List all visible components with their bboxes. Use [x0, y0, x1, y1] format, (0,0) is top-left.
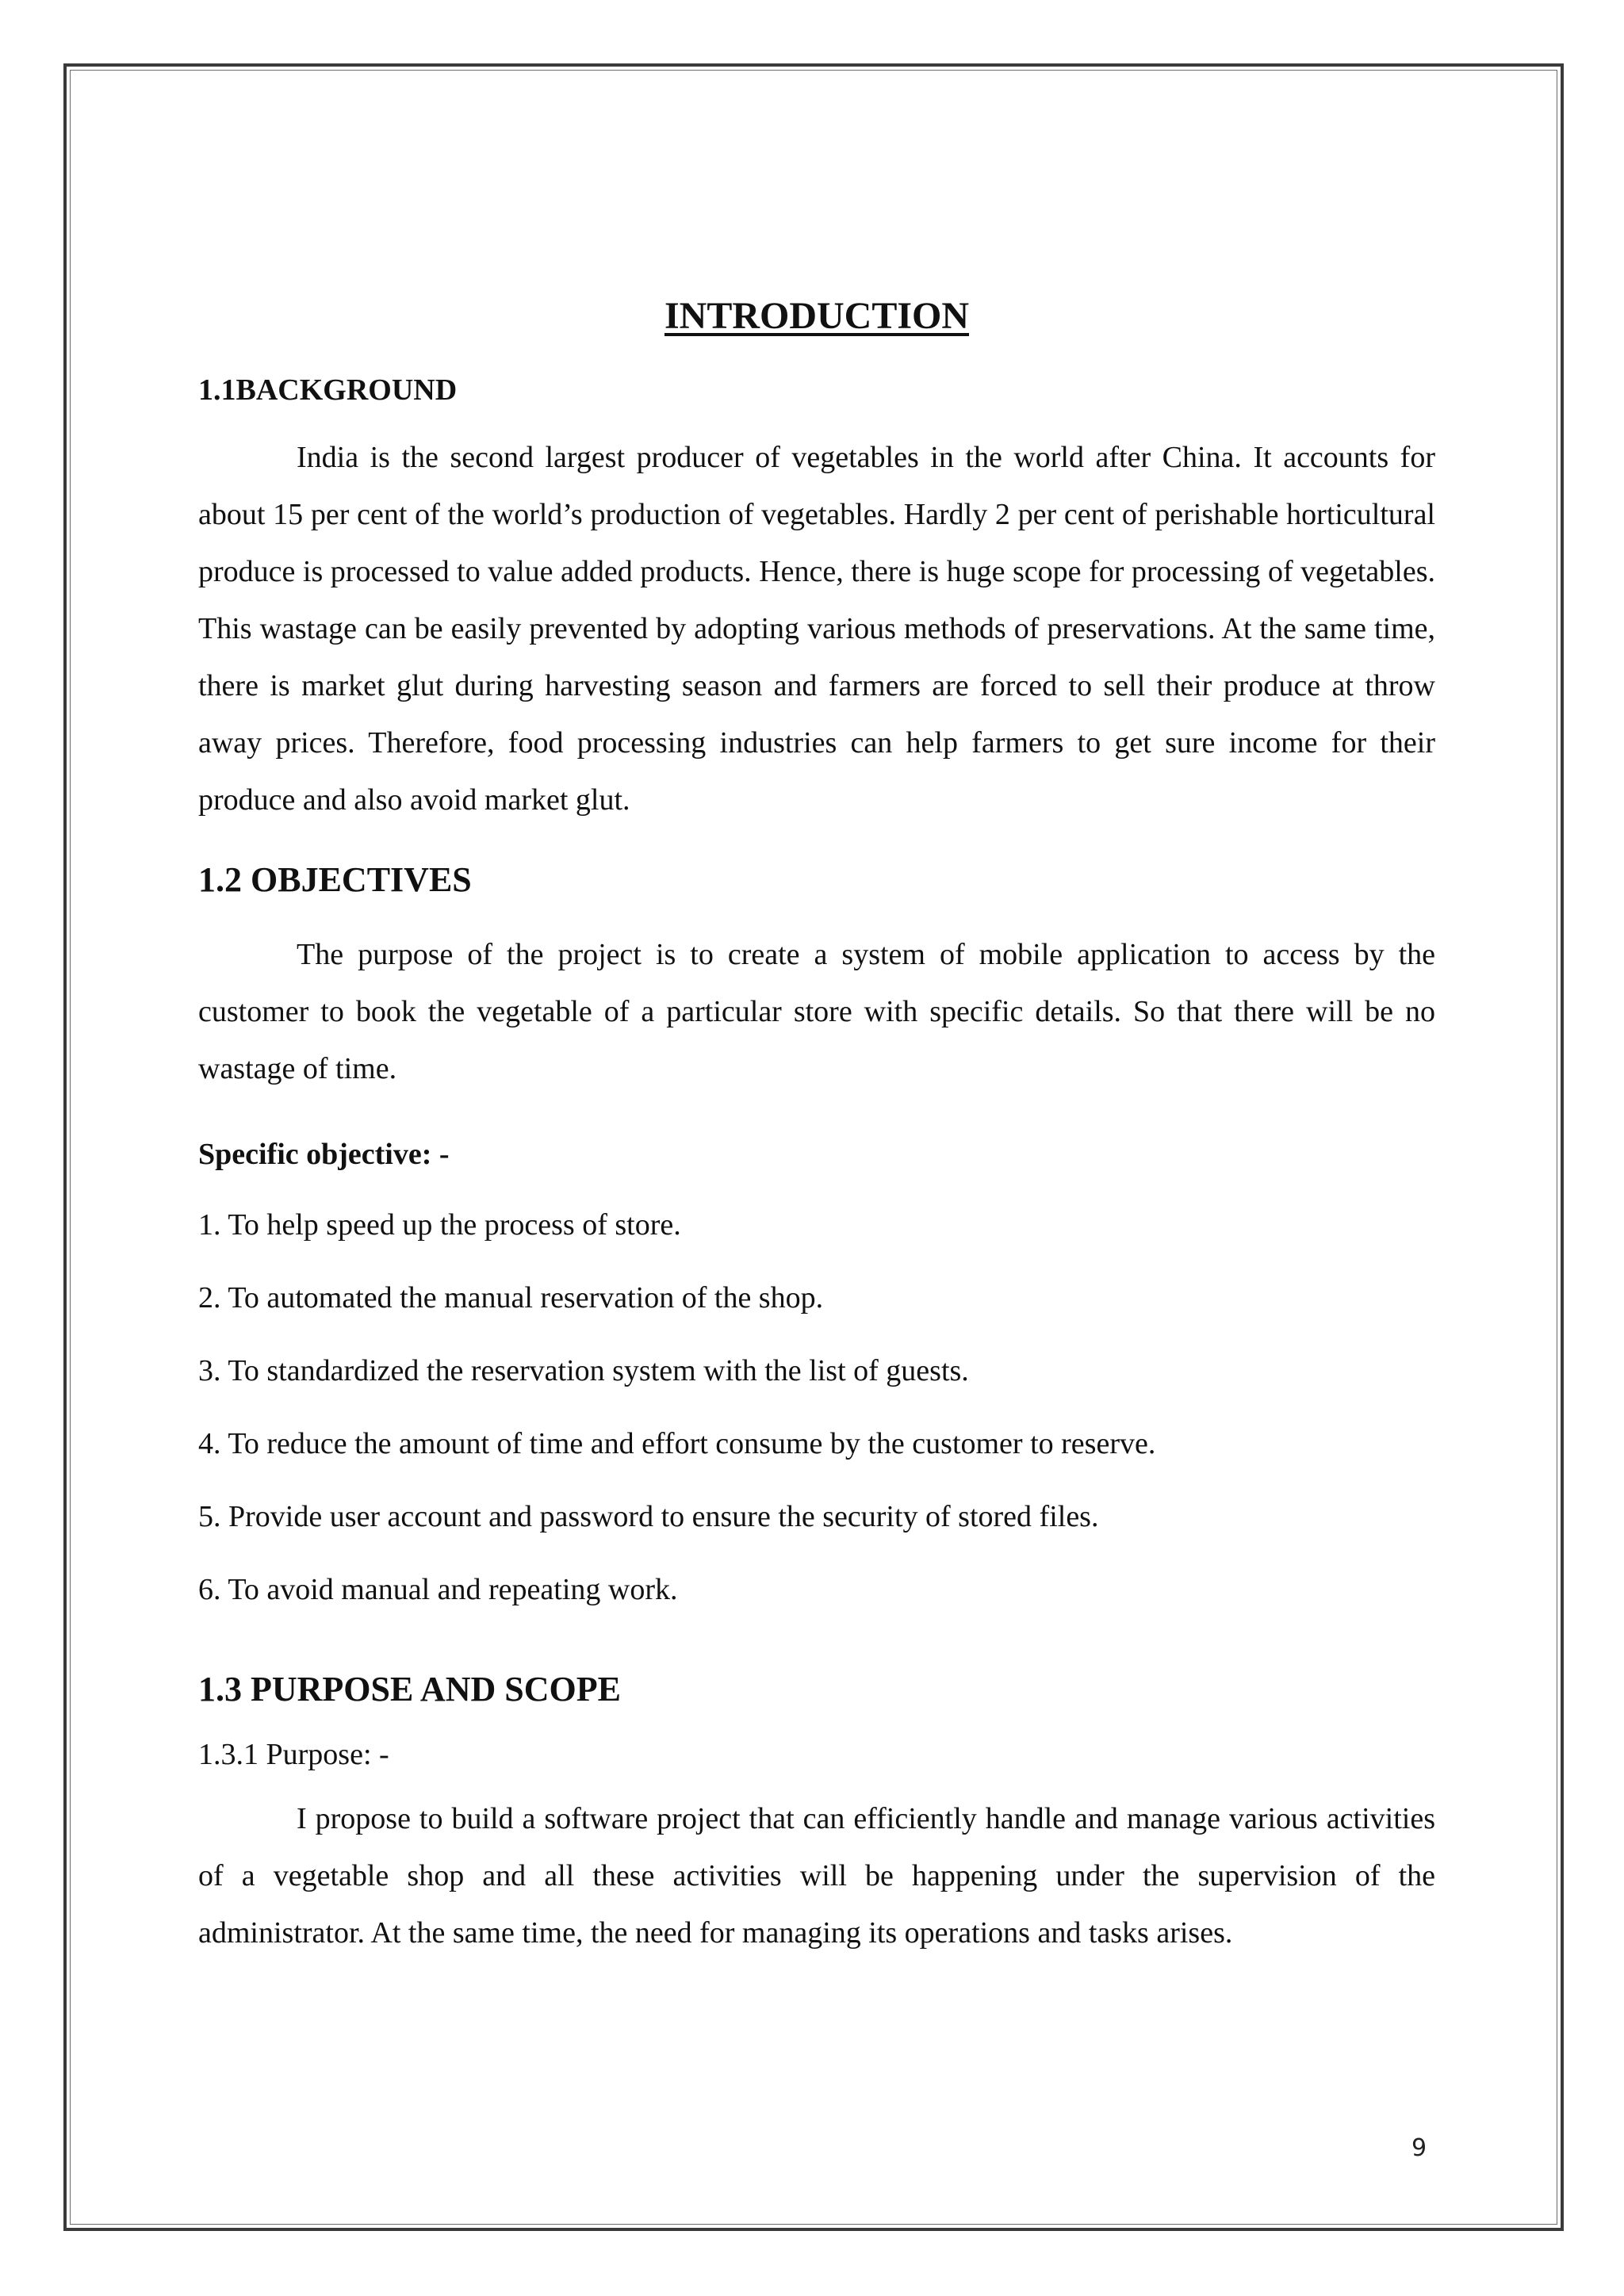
list-item: 5. Provide user account and password to ensure the security of stored files. — [198, 1499, 1099, 1533]
list-item: 4. To reduce the amount of time and effort consume by the customer to reserve. — [198, 1426, 1156, 1460]
background-paragraph: India is the second largest producer of vegetables in the world after China. It accounts for about 15 per cent of the world’s production of vegetables. Hardly 2 per cent of perishable horticultural produce is processed to value added products. Hence, there is huge scope for processing of vegetables. This wastage can be easily prevented by adopting various methods of preservations. At the same time, there is market glut during harvesting season and farmers are forced to sell their produce at throw away prices. Therefore, food processing industries can help farmers to get sure income for their produce and also avoid market glut. — [198, 440, 1435, 817]
document-body — [198, 293, 1435, 1961]
list-item: 3. To standardized the reservation system with the list of guests. — [198, 1353, 969, 1387]
purpose-subheading: 1.3.1 Purpose: - — [198, 1737, 389, 1771]
page-number: 9 — [1411, 2134, 1427, 2162]
background-heading: 1.1BACKGROUND — [198, 373, 458, 407]
specific-objective-heading: Specific objective: - — [198, 1138, 450, 1172]
purpose-scope-heading: 1.3 PURPOSE AND SCOPE — [198, 1669, 621, 1709]
list-item: 2. To automated the manual reservation of the shop. — [198, 1280, 824, 1314]
objectives-paragraph: The purpose of the project is to create a system of mobile application to access by the customer to book the vegetable of a particular store with specific details. So that there will be no wastage of time. — [198, 938, 1435, 1086]
objectives-list — [198, 1207, 1435, 1608]
page-title: INTRODUCTION — [664, 295, 970, 337]
list-item: 1. To help speed up the process of store. — [198, 1207, 681, 1242]
purpose-paragraph: I propose to build a software project that can efficiently handle and manage various activities of a vegetable shop and all these activities will be happening under the supervision of the administrator. At the same time, the need for managing its operations and tasks arises. — [198, 1802, 1435, 1950]
list-item: 6. To avoid manual and repeating work. — [198, 1572, 678, 1606]
objectives-heading: 1.2 OBJECTIVES — [198, 859, 472, 899]
